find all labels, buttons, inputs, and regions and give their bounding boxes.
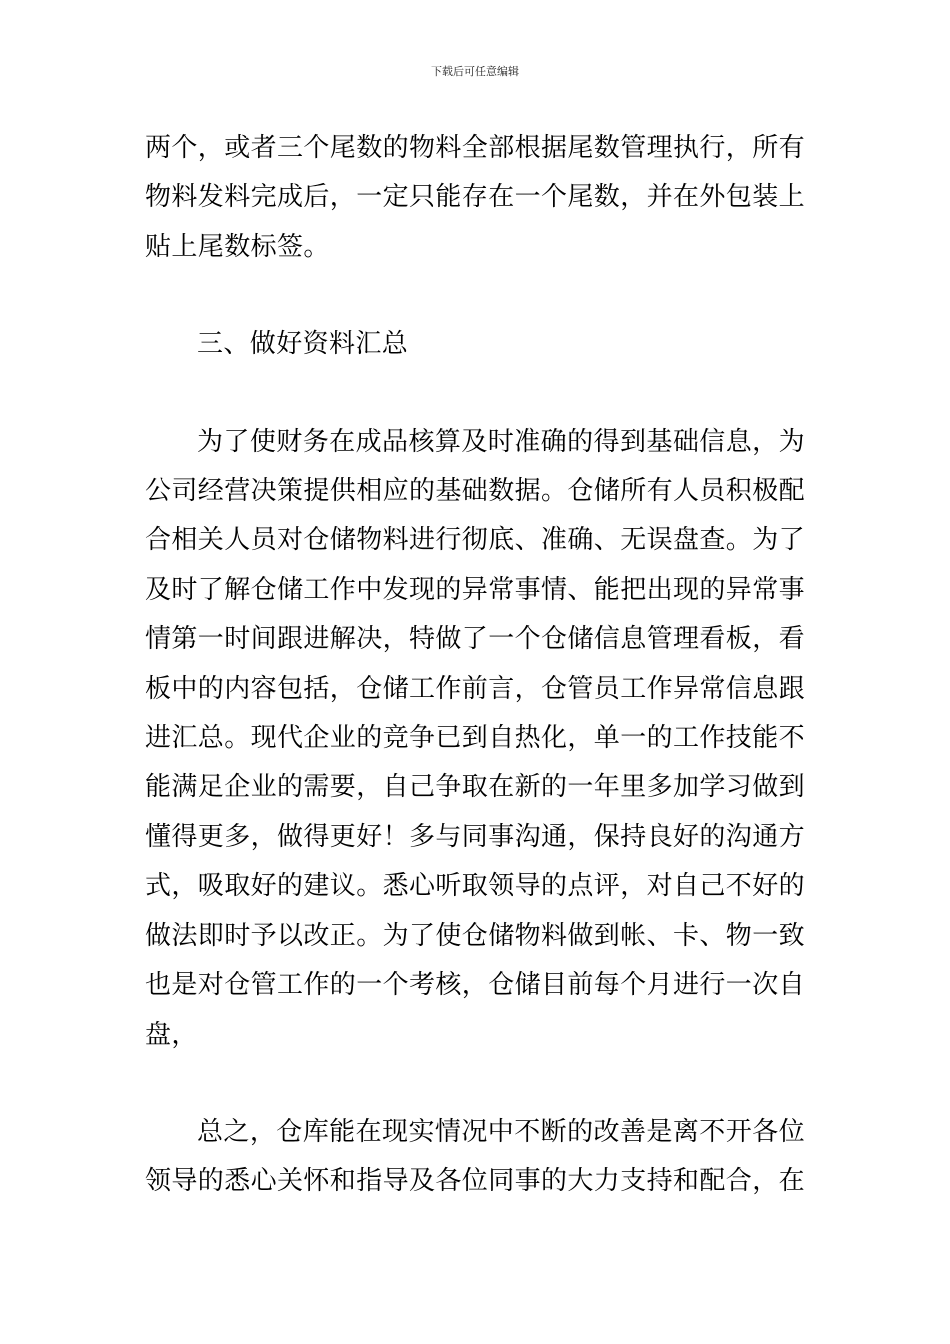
page-header: 下载后可任意编辑 [431, 65, 519, 78]
paragraph-continuation: 两个，或者三个尾数的物料全部根据尾数管理执行，所有物料发料完成后，一定只能存在一个尾数，并在外包装上贴上尾数标签。 [145, 133, 806, 262]
document-body [145, 124, 805, 1207]
section-heading: 三、做好资料汇总 [197, 329, 409, 360]
paragraph-conclusion: 总之，仓库能在现实情况中不断的改善是离不开各位领导的悉心关怀和指导及各位同事的大力支持和配合，在 [145, 1116, 806, 1197]
paragraph-data-summary: 为了使财务在成品核算及时准确的得到基础信息，为公司经营决策提供相应的基础数据。仓储所有人员积极配合相关人员对仓储物料进行彻底、准确、无误盘查。为了及时了解仓储工作中发现的异常事情、能把出现的异常事情第一时间跟进解决，特做了一个仓储信息管理看板，看板中的内容包括，仓储工作前言，仓管员工作异常信息跟进汇总。现代企业的竞争已到自热化，单一的工作技能不能满足企业的需要，自己争取在新的一年里多加学习做到懂得更多，做得更好！多与同事沟通，保持良好的沟通方式，吸取好的建议。悉心听取领导的点评，对自己不好的做法即时予以改正。为了使仓储物料做到帐、卡、物一致也是对仓管工作的一个考核，仓储目前每个月进行一次自盘， [145, 426, 806, 1050]
